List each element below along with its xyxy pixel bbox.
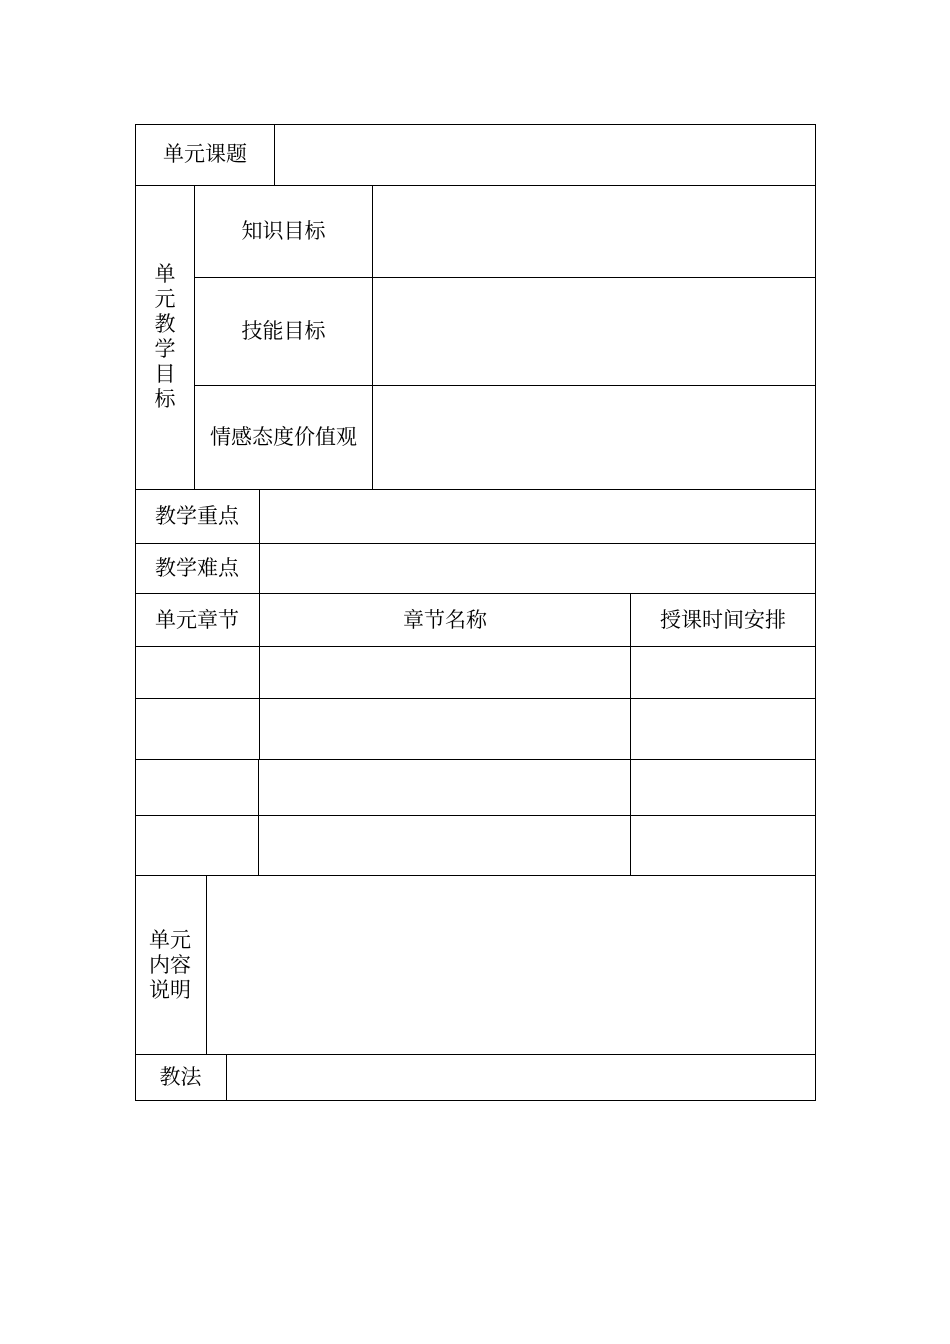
table-row-2-name[interactable]: [260, 699, 630, 759]
knowledge-goal-label: 知识目标: [241, 219, 326, 244]
teaching-method-field[interactable]: [227, 1055, 815, 1100]
knowledge-goal-field[interactable]: [373, 186, 815, 277]
table-row-4-name[interactable]: [259, 816, 630, 875]
attitude-values-label: 情感态度价值观: [210, 425, 357, 450]
unit-topic-field[interactable]: [275, 125, 815, 185]
chapter-header-chapter-name: 章节名称: [403, 607, 487, 632]
skill-goal-label: 技能目标: [241, 319, 326, 344]
skill-goal-field[interactable]: [373, 278, 815, 385]
teaching-method-label: 教法: [159, 1065, 202, 1090]
lesson-plan-form: [135, 124, 816, 1101]
table-row-3-schedule[interactable]: [631, 760, 815, 815]
border-right: [815, 124, 816, 1101]
teaching-difficulty-field[interactable]: [260, 544, 815, 593]
unit-content-label: 单元内容说明: [149, 927, 191, 1002]
teaching-focus-label: 教学重点: [155, 504, 239, 529]
unit-topic-label: 单元课题: [163, 142, 247, 167]
teaching-objectives-label: 单元教学目标: [154, 262, 176, 411]
chapter-header-schedule: 授课时间安排: [660, 607, 786, 632]
table-row-4-schedule[interactable]: [631, 816, 815, 875]
table-row-3-name[interactable]: [259, 760, 630, 815]
table-row-2-chapter[interactable]: [136, 699, 259, 759]
chapter-header-unit-chapter: 单元章节: [155, 607, 239, 632]
teaching-difficulty-label: 教学难点: [155, 556, 239, 581]
table-row-3-chapter[interactable]: [136, 760, 258, 815]
table-row-1-schedule[interactable]: [631, 647, 815, 698]
table-row-2-schedule[interactable]: [631, 699, 815, 759]
attitude-values-field[interactable]: [373, 386, 815, 489]
teaching-focus-field[interactable]: [260, 490, 815, 543]
unit-content-field[interactable]: [207, 876, 815, 1054]
border-bottom: [135, 1100, 816, 1101]
table-row-1-name[interactable]: [260, 647, 630, 698]
table-row-4-chapter[interactable]: [136, 816, 258, 875]
table-row-1-chapter[interactable]: [136, 647, 259, 698]
